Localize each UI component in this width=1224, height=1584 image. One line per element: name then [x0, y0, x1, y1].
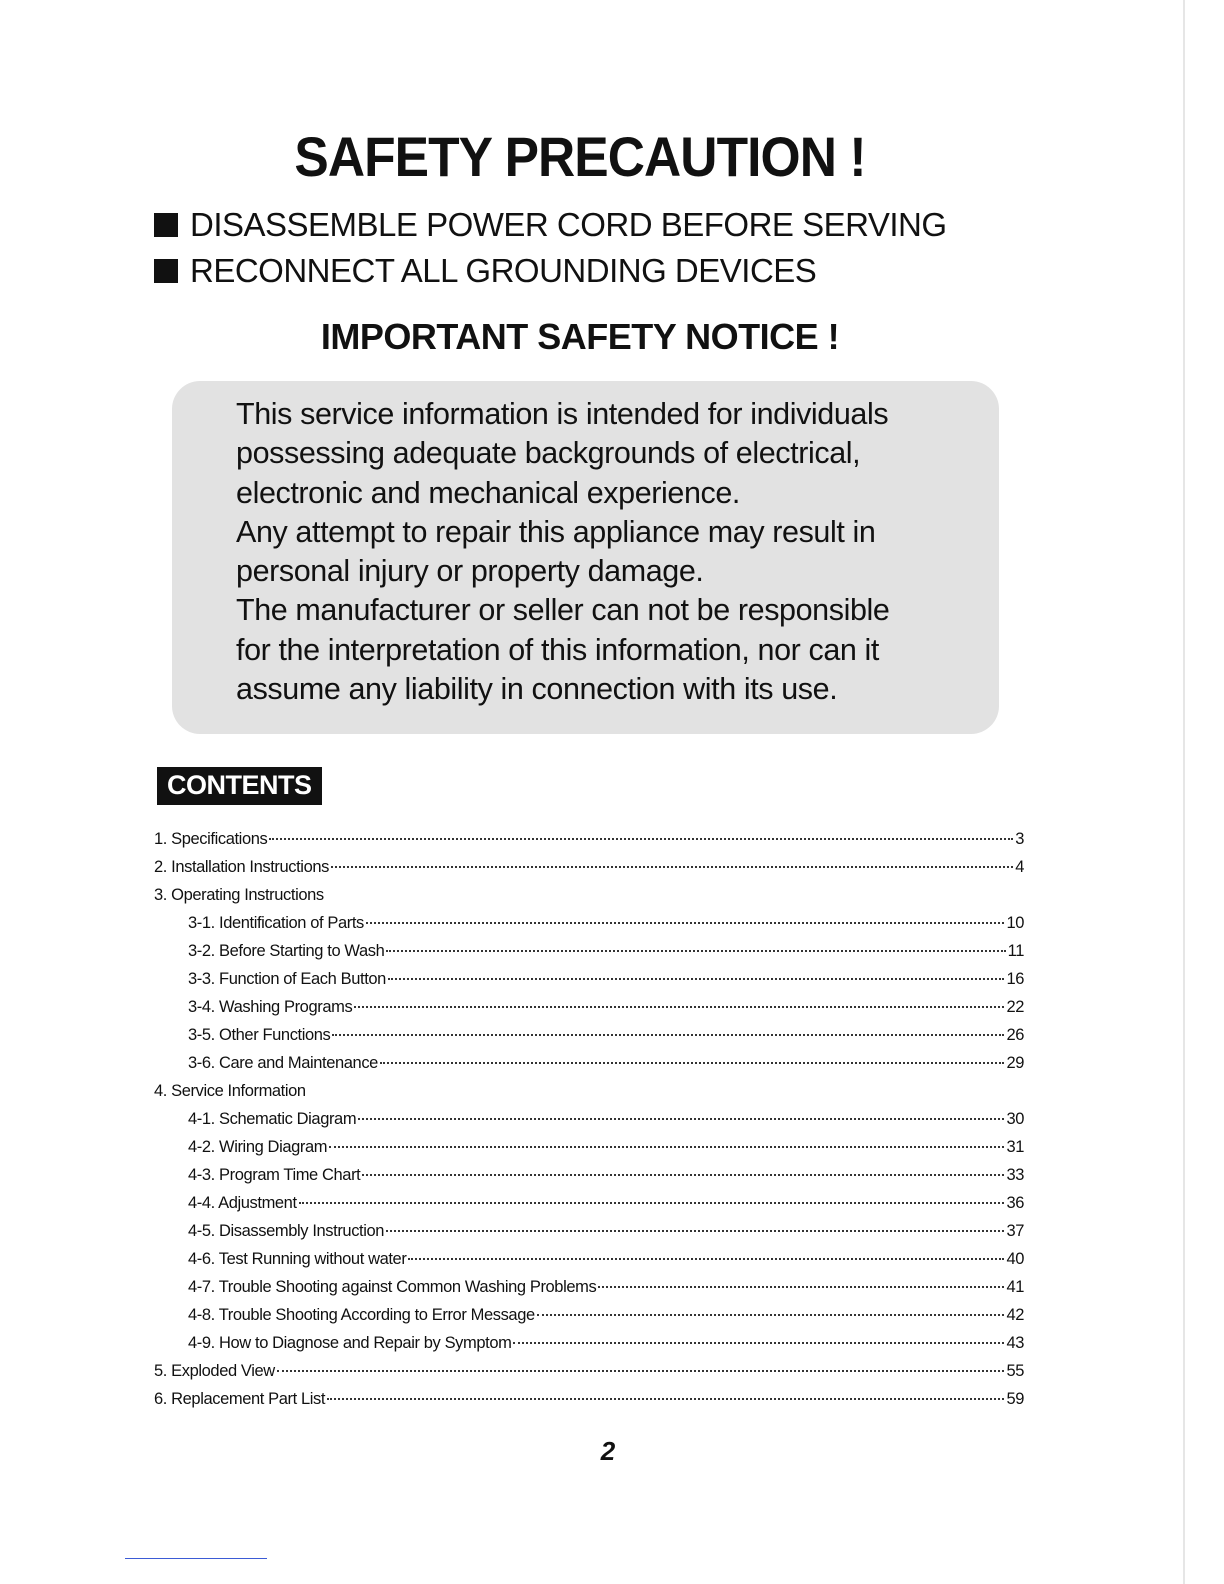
toc-entry[interactable]	[154, 1222, 1024, 1250]
toc-entry[interactable]	[154, 1334, 1024, 1362]
page-number: 2	[600, 1436, 616, 1466]
toc-entry-title: 1. Specifications	[154, 830, 268, 848]
toc-entry-page: 26	[1006, 1026, 1024, 1044]
toc-entry-title: 3-2. Before Starting to Wash	[188, 942, 385, 960]
toc-leader-dots	[358, 1118, 1004, 1120]
toc-entry-page: 29	[1006, 1054, 1024, 1072]
toc-entry-page: 4	[1015, 858, 1024, 876]
toc-entry[interactable]	[154, 1306, 1024, 1334]
toc-entry[interactable]	[154, 1054, 1024, 1082]
toc-leader-dots	[277, 1370, 1005, 1372]
toc-entry[interactable]	[154, 1110, 1024, 1138]
toc-entry[interactable]	[154, 886, 1024, 914]
warning-item	[154, 248, 947, 294]
toc-leader-dots	[269, 838, 1013, 840]
toc-entry-title: 5. Exploded View	[154, 1362, 275, 1380]
warning-text: DISASSEMBLE POWER CORD BEFORE SERVING	[190, 206, 947, 243]
toc-leader-dots	[362, 1174, 1004, 1176]
toc-entry-title: 4-3. Program Time Chart	[188, 1166, 361, 1184]
toc-entry[interactable]	[154, 998, 1024, 1026]
toc-entry-title: 4-4. Adjustment	[188, 1194, 297, 1212]
toc-entry[interactable]	[154, 858, 1024, 886]
toc-entry-page: 59	[1006, 1390, 1024, 1408]
warning-list	[154, 202, 947, 294]
toc-entry-page: 30	[1006, 1110, 1024, 1128]
toc-leader-dots	[327, 1398, 1004, 1400]
toc-leader-dots	[598, 1286, 1004, 1288]
toc-leader-dots	[380, 1062, 1004, 1064]
toc-leader-dots	[366, 922, 1005, 924]
warning-item	[154, 202, 947, 248]
toc-entry-title: 4-7. Trouble Shooting against Common Washing Problems	[188, 1278, 597, 1296]
toc-entry-title: 3-5. Other Functions	[188, 1026, 331, 1044]
table-of-contents	[154, 830, 1024, 1418]
toc-leader-dots	[332, 1034, 1004, 1036]
toc-entry[interactable]	[154, 1082, 1024, 1110]
toc-entry-page: 37	[1006, 1222, 1024, 1240]
footer-rule	[125, 1558, 267, 1559]
toc-entry[interactable]	[154, 970, 1024, 998]
toc-entry-title: 2. Installation Instructions	[154, 858, 329, 876]
toc-entry-page: 22	[1006, 998, 1024, 1016]
toc-entry-page: 33	[1006, 1166, 1024, 1184]
notice-line: Any attempt to repair this appliance may result in	[236, 514, 876, 549]
notice-line: personal injury or property damage.	[236, 554, 704, 589]
notice-line: for the interpretation of this information, nor can it	[236, 632, 879, 667]
toc-entry-title: 4-5. Disassembly Instruction	[188, 1222, 385, 1240]
toc-entry-title: 4-1. Schematic Diagram	[188, 1110, 357, 1128]
toc-entry-title: 3-6. Care and Maintenance	[188, 1054, 378, 1072]
warning-text: RECONNECT ALL GROUNDING DEVICES	[190, 252, 817, 289]
toc-entry-title: 3. Operating Instructions	[154, 886, 324, 904]
contents-heading: CONTENTS	[157, 767, 322, 805]
toc-entry-title: 3-3. Function of Each Button	[188, 970, 386, 988]
toc-entry-page: 16	[1006, 970, 1024, 988]
toc-leader-dots	[331, 866, 1013, 868]
toc-leader-dots	[388, 978, 1005, 980]
toc-entry-title: 6. Replacement Part List	[154, 1390, 326, 1408]
toc-entry-title: 4-9. How to Diagnose and Repair by Symptom	[188, 1334, 512, 1352]
toc-entry-title: 3-4. Washing Programs	[188, 998, 353, 1016]
notice-line: This service information is intended for individuals	[236, 397, 889, 431]
toc-entry-page: 55	[1006, 1362, 1024, 1380]
safety-notice-heading: IMPORTANT SAFETY NOTICE !	[320, 316, 840, 357]
toc-entry[interactable]	[154, 1194, 1024, 1222]
toc-entry-title: 4-8. Trouble Shooting According to Error Message	[188, 1306, 535, 1324]
toc-leader-dots	[386, 1230, 1004, 1232]
toc-entry[interactable]	[154, 1278, 1024, 1306]
toc-leader-dots	[329, 1146, 1004, 1148]
notice-line: electronic and mechanical experience.	[236, 475, 740, 510]
toc-entry-title: 4-6. Test Running without water	[188, 1250, 407, 1268]
toc-leader-dots	[513, 1342, 1004, 1344]
toc-entry-page: 10	[1006, 914, 1024, 932]
toc-entry-title: 4. Service Information	[154, 1082, 306, 1100]
toc-leader-dots	[408, 1258, 1004, 1260]
notice-line: assume any liability in connection with its use.	[236, 672, 838, 707]
toc-entry-page: 3	[1015, 830, 1024, 848]
toc-entry[interactable]	[154, 1138, 1024, 1166]
toc-entry[interactable]	[154, 830, 1024, 858]
toc-entry-page: 42	[1006, 1306, 1024, 1324]
toc-entry[interactable]	[154, 1250, 1024, 1278]
toc-leader-dots	[299, 1202, 1005, 1204]
notice-line: possessing adequate backgrounds of electrical,	[236, 436, 861, 471]
page-title: SAFETY PRECAUTION !	[294, 125, 866, 188]
toc-leader-dots	[537, 1314, 1005, 1316]
toc-entry-page: 40	[1006, 1250, 1024, 1268]
toc-entry-page: 43	[1006, 1334, 1024, 1352]
toc-entry-page: 41	[1006, 1278, 1024, 1296]
toc-entry[interactable]	[154, 914, 1024, 942]
toc-entry[interactable]	[154, 1166, 1024, 1194]
square-bullet-icon	[154, 259, 178, 283]
toc-leader-dots	[386, 950, 1005, 952]
toc-entry-page: 36	[1006, 1194, 1024, 1212]
toc-entry[interactable]	[154, 1026, 1024, 1054]
page-edge-divider	[1183, 0, 1185, 1584]
toc-leader-dots	[354, 1006, 1004, 1008]
toc-entry-title: 3-1. Identification of Parts	[188, 914, 364, 932]
toc-entry-page: 11	[1007, 942, 1024, 960]
toc-entry-title: 4-2. Wiring Diagram	[188, 1138, 328, 1156]
notice-line: The manufacturer or seller can not be responsible	[236, 593, 890, 628]
square-bullet-icon	[154, 213, 178, 237]
toc-entry[interactable]	[154, 1390, 1024, 1418]
toc-entry-page: 31	[1006, 1138, 1024, 1156]
toc-entry[interactable]	[154, 1362, 1024, 1390]
safety-notice-box	[172, 381, 999, 734]
toc-entry[interactable]	[154, 942, 1024, 970]
